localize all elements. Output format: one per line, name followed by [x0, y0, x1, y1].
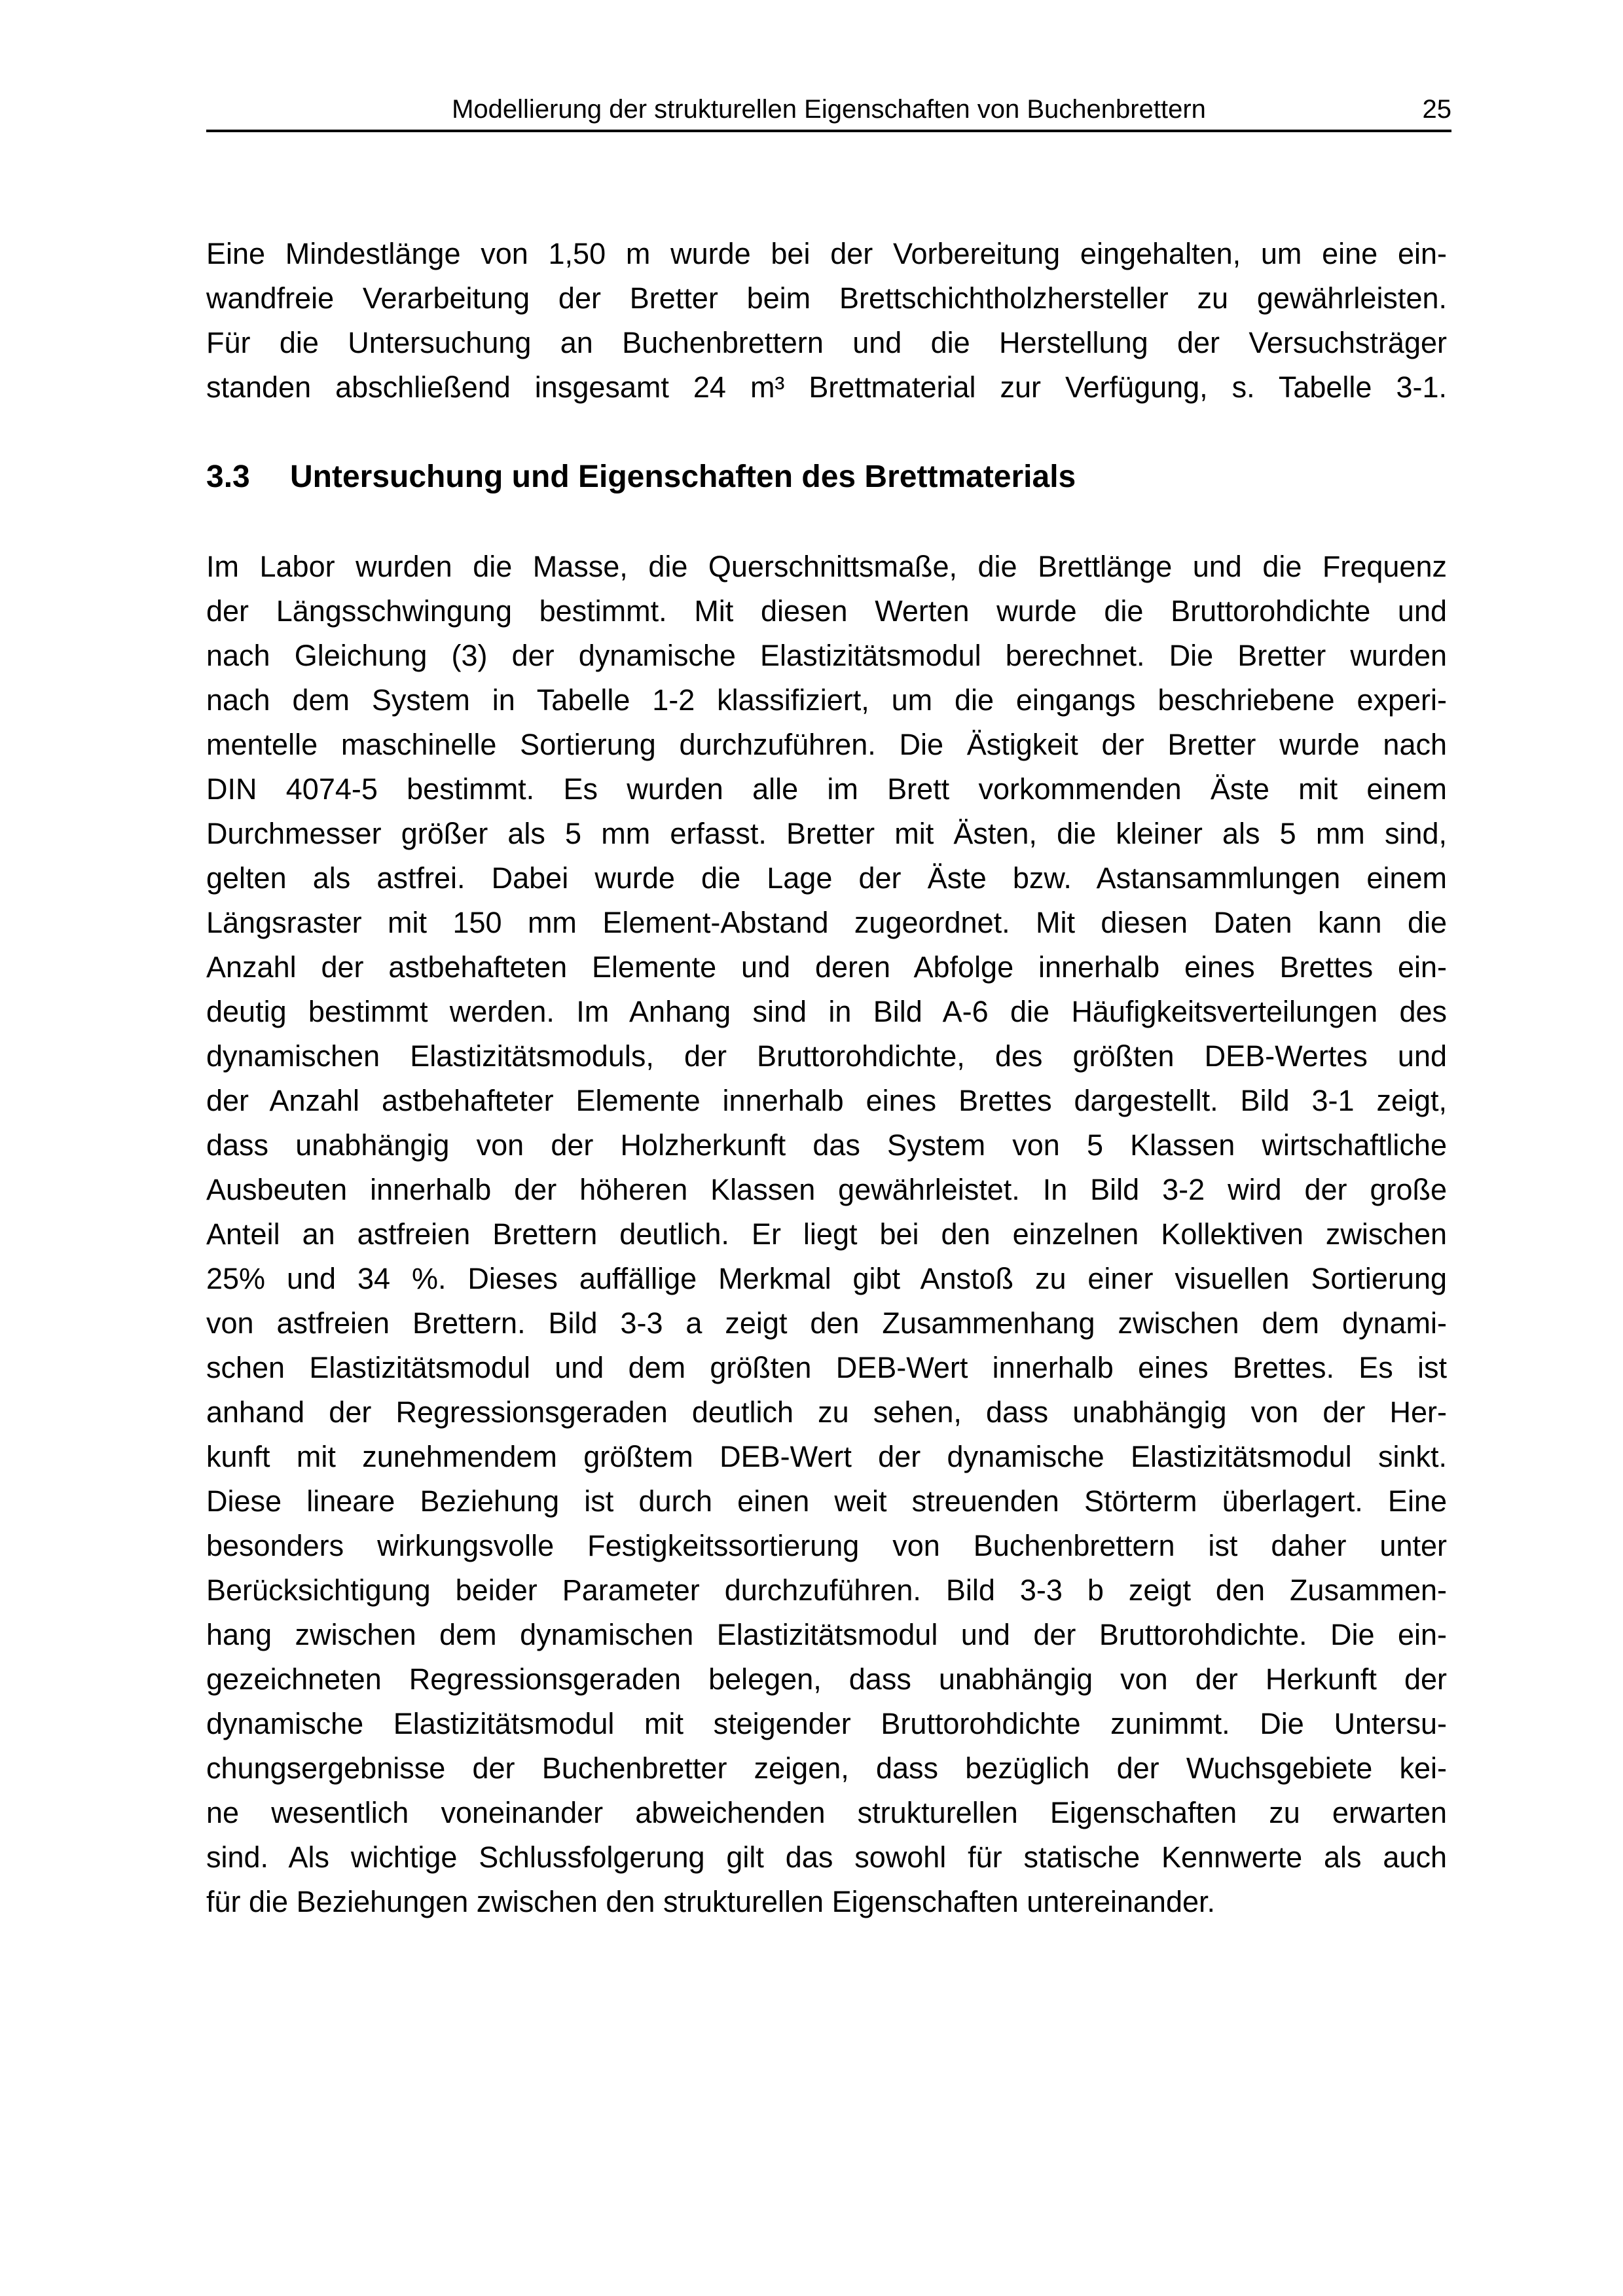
text-line: DIN 4074-5 bestimmt. Es wurden alle im Brett vorkommenden Äste mit einem: [206, 772, 1447, 806]
text-line: nach dem System in Tabelle 1-2 klassifiziert, um die eingangs beschriebene experi-: [206, 683, 1447, 717]
text-line: standen abschließend insgesamt 24 m³ Brettmaterial zur Verfügung, s. Tabelle 3-1.: [206, 370, 1447, 404]
text-line: besonders wirkungsvolle Festigkeitssortierung von Buchenbrettern ist daher unter: [206, 1529, 1447, 1562]
text-line: dynamische Elastizitätsmodul mit steigender Bruttorohdichte zunimmt. Die Untersu-: [206, 1707, 1447, 1740]
header-rule: [206, 130, 1451, 132]
page-header: [206, 94, 1451, 124]
text-line: der Längsschwingung bestimmt. Mit diesen Werten wurde die Bruttorohdichte und: [206, 594, 1447, 628]
text-line: Ausbeuten innerhalb der höheren Klassen gewährleistet. In Bild 3-2 wird der große: [206, 1173, 1447, 1206]
text-line: gelten als astfrei. Dabei wurde die Lage der Äste bzw. Astansammlungen einem: [206, 861, 1447, 895]
text-line: Diese lineare Beziehung ist durch einen weit streuenden Störterm überlagert. Eine: [206, 1484, 1447, 1518]
text-line: nach Gleichung (3) der dynamische Elastizitätsmodul berechnet. Die Bretter wurden: [206, 639, 1447, 672]
main-paragraph: [206, 545, 1447, 1924]
text-line: dass unabhängig von der Holzherkunft das System von 5 Klassen wirtschaftliche: [206, 1128, 1447, 1162]
text-line: Anzahl der astbehafteten Elemente und deren Abfolge innerhalb eines Brettes ein-: [206, 950, 1447, 984]
section-number: 3.3: [206, 459, 250, 494]
running-title: Modellierung der strukturellen Eigenschaften von Buchenbrettern: [452, 95, 1206, 124]
page-number: 25: [1422, 95, 1451, 124]
text-line: von astfreien Brettern. Bild 3-3 a zeigt den Zusammenhang zwischen dem dynami-: [206, 1306, 1447, 1340]
text-line: Für die Untersuchung an Buchenbrettern und die Herstellung der Versuchsträger: [206, 326, 1447, 359]
text-line: Anteil an astfreien Brettern deutlich. Er liegt bei den einzelnen Kollektiven zwischen: [206, 1217, 1447, 1251]
text-line: hang zwischen dem dynamischen Elastizitätsmodul und der Bruttorohdichte. Die ein-: [206, 1618, 1447, 1651]
text-line: der Anzahl astbehafteter Elemente innerhalb eines Brettes dargestellt. Bild 3-1 zeigt,: [206, 1084, 1447, 1117]
text-line: schen Elastizitätsmodul und dem größten DEB-Wert innerhalb eines Brettes. Es ist: [206, 1351, 1447, 1384]
intro-paragraph: [206, 232, 1447, 410]
text-line: ne wesentlich voneinander abweichenden strukturellen Eigenschaften zu erwarten: [206, 1796, 1447, 1829]
text-line: für die Beziehungen zwischen den strukturellen Eigenschaften untereinander.: [206, 1885, 1216, 1918]
text-line: Eine Mindestlänge von 1,50 m wurde bei der Vorbereitung eingehalten, um eine ein-: [206, 237, 1447, 270]
text-line: chungsergebnisse der Buchenbretter zeigen, dass bezüglich der Wuchsgebiete kei-: [206, 1751, 1447, 1785]
text-line: Berücksichtigung beider Parameter durchzuführen. Bild 3-3 b zeigt den Zusammen-: [206, 1573, 1447, 1607]
text-line: wandfreie Verarbeitung der Bretter beim Brettschichtholzhersteller zu gewährleisten.: [206, 281, 1447, 315]
section-heading: [206, 458, 1447, 496]
text-line: mentelle maschinelle Sortierung durchzuführen. Die Ästigkeit der Bretter wurde nach: [206, 728, 1447, 761]
section-title: Untersuchung und Eigenschaften des Brettmaterials: [290, 459, 1076, 494]
text-line: kunft mit zunehmendem größtem DEB-Wert der dynamische Elastizitätsmodul sinkt.: [206, 1440, 1447, 1473]
text-line: sind. Als wichtige Schlussfolgerung gilt das sowohl für statische Kennwerte als auch: [206, 1840, 1447, 1874]
text-line: anhand der Regressionsgeraden deutlich zu sehen, dass unabhängig von der Her-: [206, 1395, 1447, 1429]
text-line: 25% und 34 %. Dieses auffällige Merkmal gibt Anstoß zu einer visuellen Sortierung: [206, 1262, 1447, 1295]
text-line: deutig bestimmt werden. Im Anhang sind in Bild A-6 die Häufigkeitsverteilungen des: [206, 995, 1447, 1028]
text-line: Längsraster mit 150 mm Element-Abstand zugeordnet. Mit diesen Daten kann die: [206, 906, 1447, 939]
text-line: gezeichneten Regressionsgeraden belegen, dass unabhängig von der Herkunft der: [206, 1662, 1447, 1696]
text-line: Im Labor wurden die Masse, die Querschnittsmaße, die Brettlänge und die Frequenz: [206, 550, 1447, 583]
text-line: Durchmesser größer als 5 mm erfasst. Bretter mit Ästen, die kleiner als 5 mm sind,: [206, 817, 1447, 850]
text-line: dynamischen Elastizitätsmoduls, der Bruttorohdichte, des größten DEB-Wertes und: [206, 1039, 1447, 1073]
